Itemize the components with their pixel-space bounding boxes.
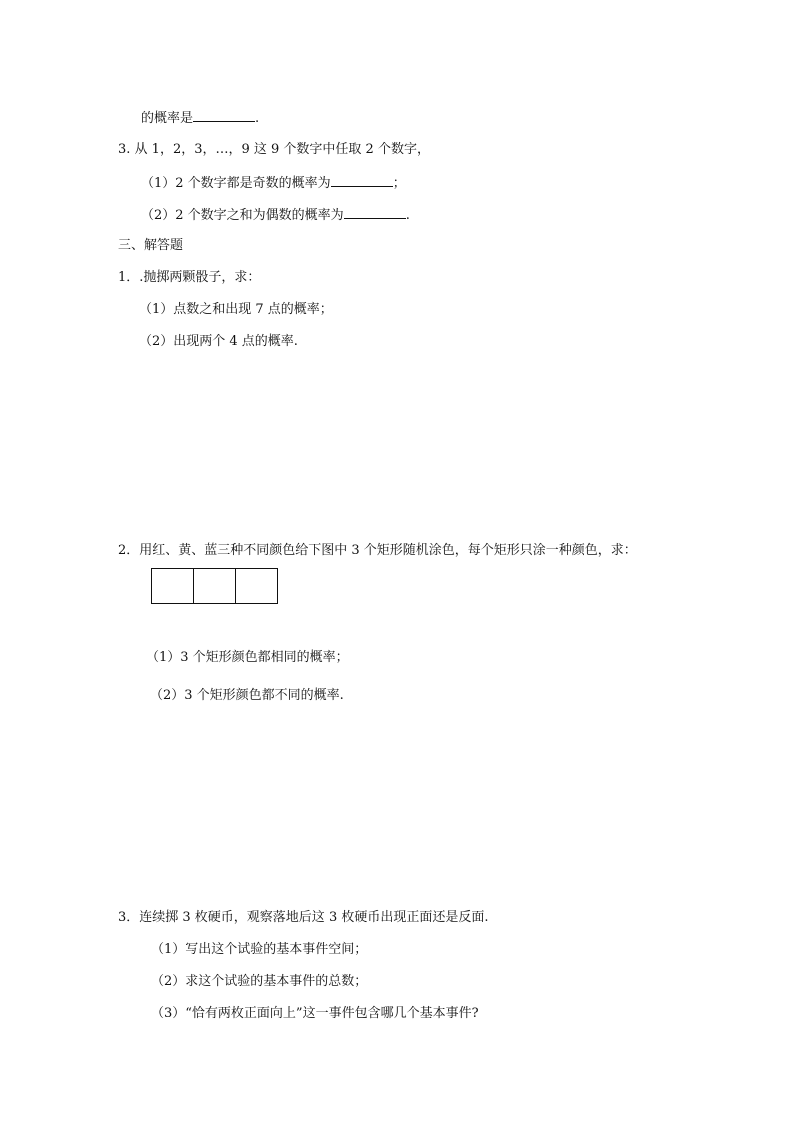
answer-q2-part1: （1）3 个矩形颜色都相同的概率；: [146, 650, 349, 665]
section-heading: 三、解答题: [118, 238, 184, 253]
answer-q3-stem: 3．连续掷 3 枚硬币，观察落地后这 3 枚硬币出现正面还是反面.: [118, 910, 489, 925]
fill-q3-part1-end: ；: [392, 176, 406, 191]
answer-blank: [344, 206, 406, 219]
answer-q2-part2: （2）3 个矩形颜色都不同的概率.: [150, 688, 344, 703]
continuation-end: .: [255, 111, 260, 126]
rectangle-figure: [151, 568, 278, 604]
answer-q1-part2: （2）出现两个 4 点的概率.: [139, 334, 298, 349]
answer-blank: [331, 174, 393, 187]
rectangle-1: [151, 568, 194, 604]
answer-q1-part1: （1）点数之和出现 7 点的概率；: [139, 302, 333, 317]
fill-q3-part2: [141, 206, 410, 224]
fill-q3-part2-text: （2）2 个数字之和为偶数的概率为: [141, 208, 344, 223]
answer-q1-stem: 1．.抛掷两颗骰子，求：: [118, 270, 261, 285]
answer-q3-part3: （3）“恰有两枚正面向上”这一事件包含哪几个基本事件?: [151, 1006, 479, 1021]
rectangle-2: [193, 568, 236, 604]
rectangle-3: [235, 568, 278, 604]
prev-question-continuation: [141, 109, 259, 127]
answer-blank: [193, 109, 255, 122]
fill-q3-part1: [141, 174, 406, 192]
fill-q3-stem: 3. 从 1，2，3，…，9 这 9 个数字中任取 2 个数字，: [118, 142, 430, 157]
answer-q3-part1: （1）写出这个试验的基本事件空间；: [151, 942, 368, 957]
fill-q3-part1-text: （1）2 个数字都是奇数的概率为: [141, 176, 331, 191]
answer-q3-part2: （2）求这个试验的基本事件的总数；: [151, 974, 368, 989]
answer-q2-stem: 2．用红、黄、蓝三种不同颜色给下图中 3 个矩形随机涂色，每个矩形只涂一种颜色，求：: [118, 543, 637, 558]
fill-q3-part2-end: .: [405, 208, 410, 223]
continuation-text: 的概率是: [141, 111, 194, 126]
